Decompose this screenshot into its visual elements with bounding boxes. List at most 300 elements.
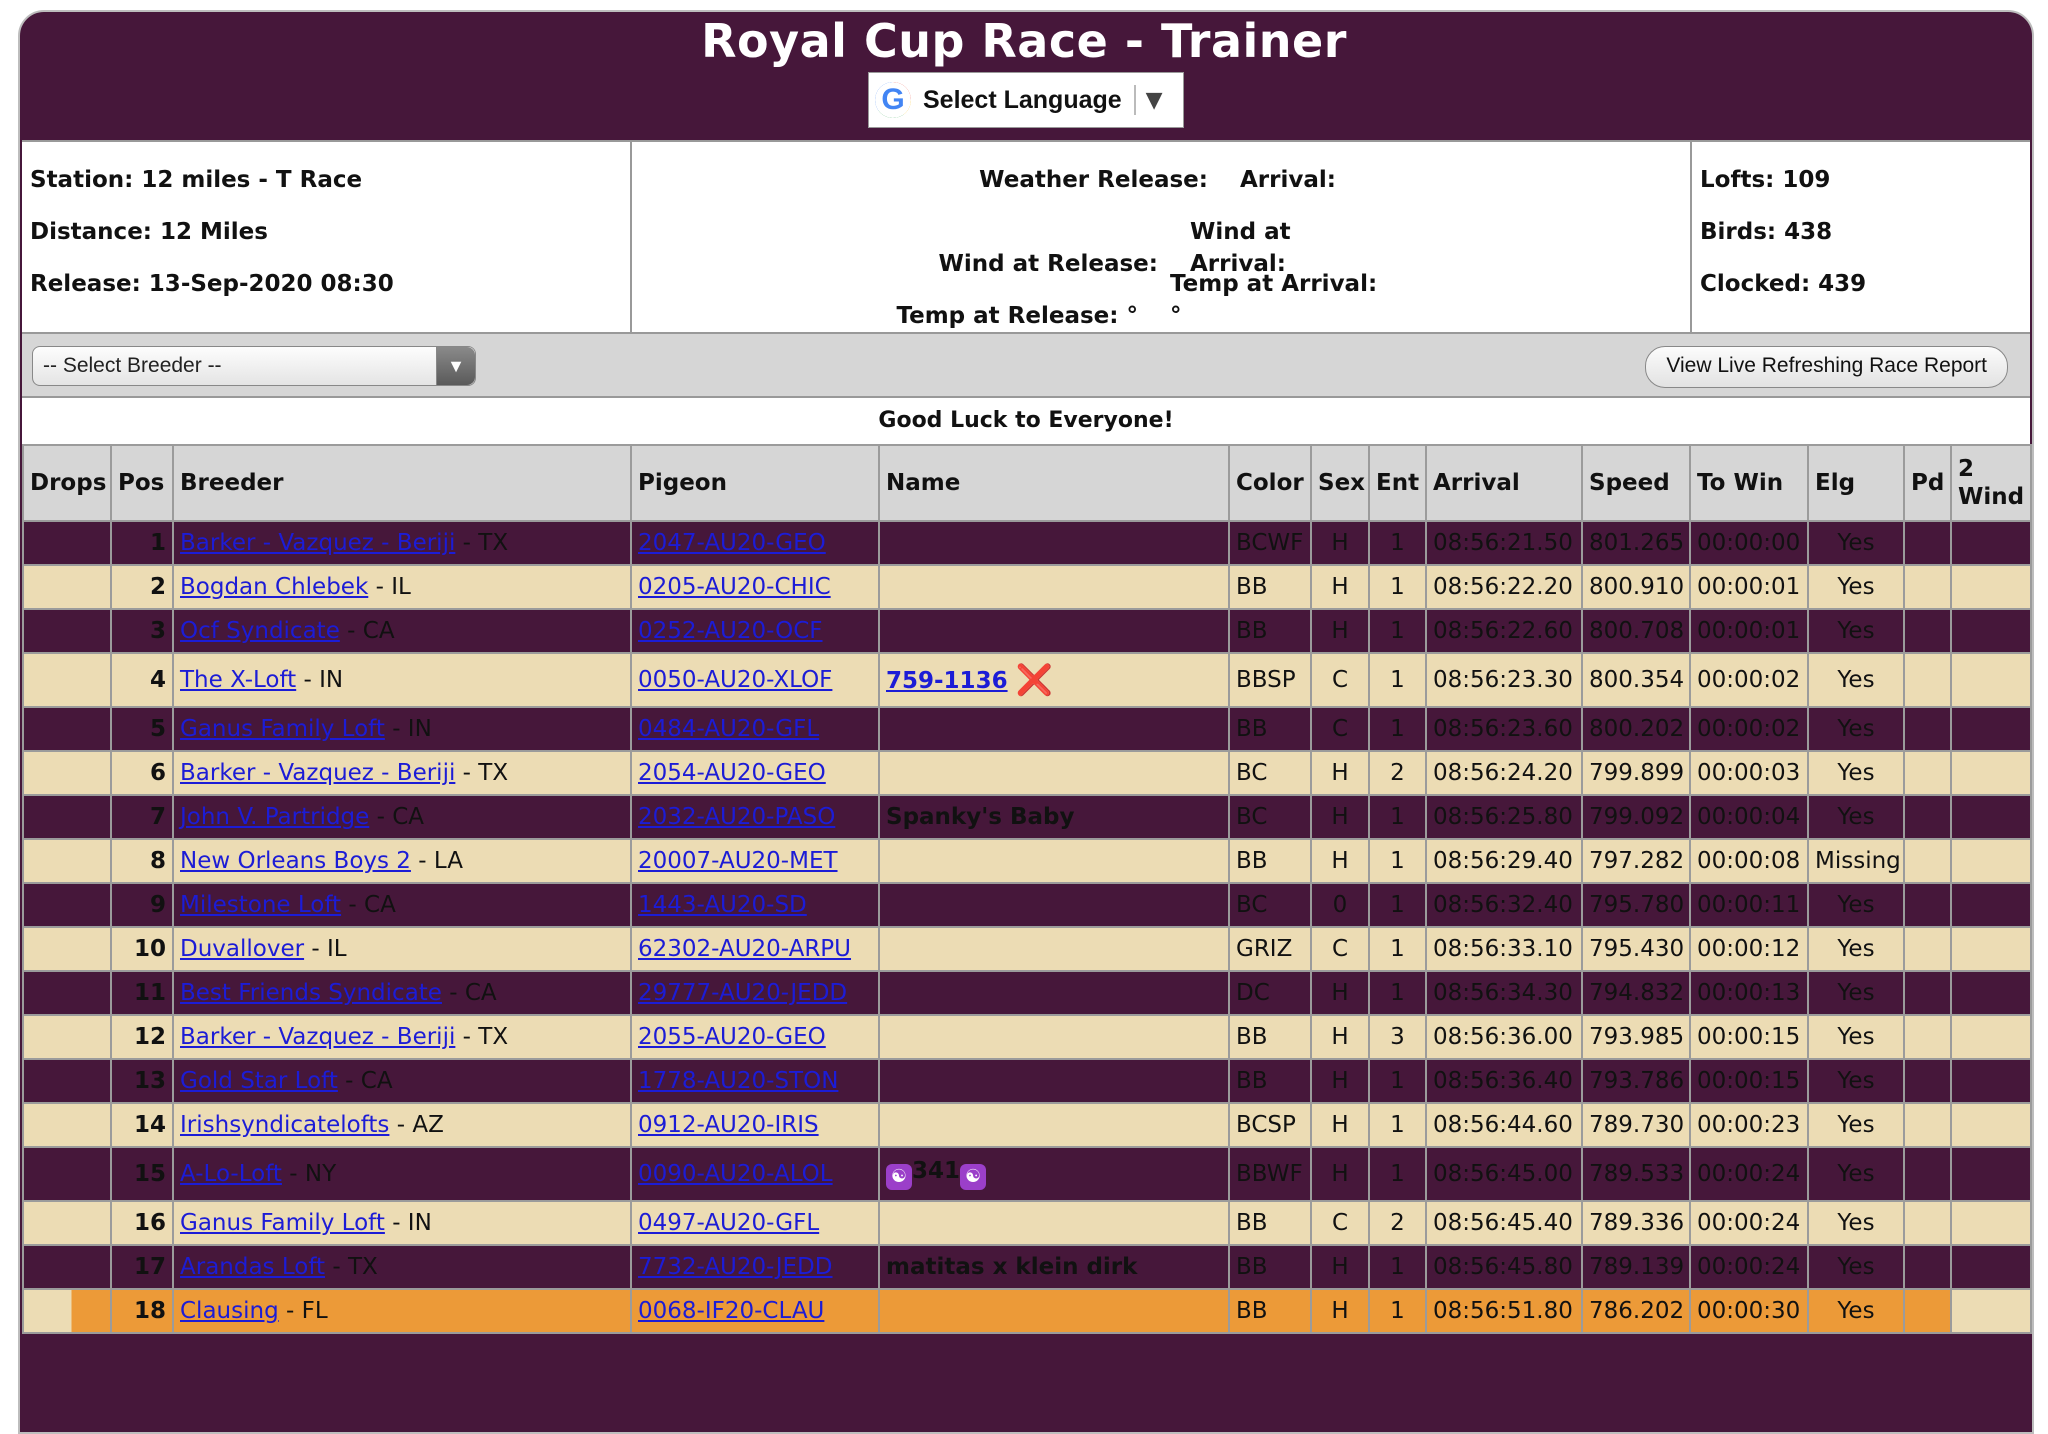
breeder-state: - CA <box>441 980 497 1006</box>
pigeon-link[interactable]: 2047-AU20-GEO <box>638 530 826 556</box>
cell-pigeon <box>631 839 879 883</box>
cell-color: GRIZ <box>1229 927 1311 971</box>
cell-speed: 800.708 <box>1582 609 1690 653</box>
cell-arrival: 08:56:25.80 <box>1426 795 1582 839</box>
cell-pd <box>1904 1289 1951 1333</box>
message-banner: Good Luck to Everyone! <box>22 398 2030 444</box>
cell-sex: H <box>1311 839 1369 883</box>
cell-sex: H <box>1311 521 1369 565</box>
cell-arrival: 08:56:45.80 <box>1426 1245 1582 1289</box>
weather-release-label: Weather Release: <box>979 167 1208 193</box>
cell-breeder <box>173 1245 631 1289</box>
col-2wind <box>1951 445 2031 521</box>
breeder-state: - TX <box>455 760 509 786</box>
breeder-state: - IN <box>384 1210 432 1236</box>
cell-name <box>879 1103 1229 1147</box>
breeder-link[interactable]: Bogdan Chlebek <box>180 574 369 600</box>
cell-elg: Yes <box>1808 927 1904 971</box>
cell-elg: Yes <box>1808 1289 1904 1333</box>
cell-name <box>879 1289 1229 1333</box>
cell-pigeon <box>631 883 879 927</box>
cell-2wind <box>1951 795 2031 839</box>
cell-arrival: 08:56:44.60 <box>1426 1103 1582 1147</box>
cell-pigeon <box>631 927 879 971</box>
cell-2wind <box>1951 1103 2031 1147</box>
cell-breeder <box>173 839 631 883</box>
col-pos: Pos <box>111 445 173 521</box>
pigeon-link[interactable]: 0068-IF20-CLAU <box>638 1298 825 1324</box>
cell-speed: 799.899 <box>1582 751 1690 795</box>
cell-towin: 00:00:13 <box>1690 971 1808 1015</box>
pigeon-name: Spanky's Baby <box>886 804 1075 830</box>
cell-elg: Yes <box>1808 883 1904 927</box>
col-pigeon: Pigeon <box>631 445 879 521</box>
cell-towin: 00:00:12 <box>1690 927 1808 971</box>
cell-color: BCWF <box>1229 521 1311 565</box>
cell-drops <box>23 521 111 565</box>
breeder-link[interactable]: Barker - Vazquez - Beriji <box>180 1024 456 1050</box>
breeder-state: - LA <box>410 848 463 874</box>
cell-pd <box>1904 707 1951 751</box>
cell-ent: 1 <box>1369 521 1426 565</box>
cell-2wind <box>1951 609 2031 653</box>
cell-ent: 3 <box>1369 1015 1426 1059</box>
cell-drops <box>23 707 111 751</box>
cell-drops <box>23 1289 111 1333</box>
pigeon-link[interactable]: 0090-AU20-ALOL <box>638 1161 833 1187</box>
cell-towin: 00:00:23 <box>1690 1103 1808 1147</box>
cell-pigeon <box>631 1289 879 1333</box>
col-drops: Drops <box>23 445 111 521</box>
pigeon-name: 341 <box>912 1158 961 1184</box>
cell-towin: 00:00:02 <box>1690 653 1808 707</box>
cell-breeder <box>173 1059 631 1103</box>
table-row <box>23 795 2031 839</box>
cell-sex: C <box>1311 1201 1369 1245</box>
breeder-link[interactable]: Barker - Vazquez - Beriji <box>180 530 456 556</box>
cell-sex: H <box>1311 971 1369 1015</box>
cell-pd <box>1904 1201 1951 1245</box>
cell-drops <box>23 1103 111 1147</box>
cell-arrival: 08:56:36.40 <box>1426 1059 1582 1103</box>
breeder-state: - IL <box>368 574 411 600</box>
table-row <box>23 971 2031 1015</box>
cell-ent: 1 <box>1369 1147 1426 1201</box>
cell-elg: Yes <box>1808 1245 1904 1289</box>
cell-2wind <box>1951 1245 2031 1289</box>
pigeon-link[interactable]: 1443-AU20-SD <box>638 892 807 918</box>
table-row <box>23 927 2031 971</box>
breeder-select-value: -- Select Breeder -- <box>43 354 222 377</box>
count-details <box>1692 142 2030 332</box>
cell-name <box>879 1201 1229 1245</box>
cell-speed: 794.832 <box>1582 971 1690 1015</box>
cell-pd <box>1904 751 1951 795</box>
live-report-button[interactable]: View Live Refreshing Race Report <box>1645 346 2008 388</box>
cell-towin: 00:00:24 <box>1690 1245 1808 1289</box>
cell-pos: 3 <box>111 609 173 653</box>
breeder-link[interactable]: Ganus Family Loft <box>180 1210 385 1236</box>
cell-sex: C <box>1311 927 1369 971</box>
cell-speed: 795.780 <box>1582 883 1690 927</box>
cell-name <box>879 565 1229 609</box>
google-icon <box>875 82 911 118</box>
pigeon-link[interactable]: 7732-AU20-JEDD <box>638 1254 833 1280</box>
cell-breeder <box>173 1147 631 1201</box>
chevron-down-icon[interactable]: ▼ <box>1145 87 1163 113</box>
cell-ent: 1 <box>1369 653 1426 707</box>
breeder-select[interactable] <box>32 346 476 386</box>
temp-line <box>640 268 1390 329</box>
chevron-down-icon[interactable]: ▼ <box>436 347 475 385</box>
cell-elg: Yes <box>1808 609 1904 653</box>
race-info-panel <box>22 140 2030 334</box>
breeder-state: - AZ <box>389 1112 444 1138</box>
cell-name <box>879 521 1229 565</box>
cell-speed: 789.336 <box>1582 1201 1690 1245</box>
cell-pd <box>1904 883 1951 927</box>
pigeon-link[interactable]: 0484-AU20-GFL <box>638 716 820 742</box>
breeder-state: - TX <box>455 1024 509 1050</box>
table-row <box>23 751 2031 795</box>
cell-elg: Yes <box>1808 971 1904 1015</box>
cell-ent: 1 <box>1369 1059 1426 1103</box>
cell-drops <box>23 1201 111 1245</box>
cell-towin: 00:00:08 <box>1690 839 1808 883</box>
cell-2wind <box>1951 1289 2031 1333</box>
cell-towin: 00:00:15 <box>1690 1015 1808 1059</box>
pigeon-link[interactable]: 1778-AU20-STON <box>638 1068 839 1094</box>
cell-towin: 00:00:01 <box>1690 565 1808 609</box>
cell-sex: H <box>1311 609 1369 653</box>
cell-ent: 1 <box>1369 971 1426 1015</box>
col-arrival: Arrival <box>1426 445 1582 521</box>
breeder-state: - CA <box>337 1068 393 1094</box>
breeder-link[interactable]: New Orleans Boys 2 <box>180 848 411 874</box>
temp-release-label: Temp at Release: ° <box>896 303 1138 329</box>
cell-arrival: 08:56:23.30 <box>1426 653 1582 707</box>
cell-pd <box>1904 1059 1951 1103</box>
breeder-link[interactable]: Best Friends Syndicate <box>180 980 442 1006</box>
cell-2wind <box>1951 883 2031 927</box>
cell-color: BBWF <box>1229 1147 1311 1201</box>
pigeon-link[interactable]: 2032-AU20-PASO <box>638 804 836 830</box>
cell-sex: H <box>1311 1059 1369 1103</box>
cell-arrival: 08:56:22.60 <box>1426 609 1582 653</box>
cell-towin: 00:00:03 <box>1690 751 1808 795</box>
cell-arrival: 08:56:45.00 <box>1426 1147 1582 1201</box>
cell-pos: 11 <box>111 971 173 1015</box>
breeder-link[interactable]: Arandas Loft <box>180 1254 326 1280</box>
table-row <box>23 883 2031 927</box>
cell-ent: 1 <box>1369 609 1426 653</box>
pigeon-link[interactable]: 2054-AU20-GEO <box>638 760 826 786</box>
cell-pigeon <box>631 521 879 565</box>
cell-name <box>879 609 1229 653</box>
breeder-link[interactable]: Gold Star Loft <box>180 1068 338 1094</box>
breeder-link[interactable]: Ocf Syndicate <box>180 618 340 644</box>
table-row <box>23 1015 2031 1059</box>
cell-pd <box>1904 1103 1951 1147</box>
cell-color: BB <box>1229 839 1311 883</box>
cell-color: BB <box>1229 1059 1311 1103</box>
cell-pos: 17 <box>111 1245 173 1289</box>
results-table <box>22 444 2032 1334</box>
station-text: Station: 12 miles - T Race <box>30 167 363 193</box>
cell-color: BB <box>1229 1201 1311 1245</box>
breeder-state: - TX <box>455 530 509 556</box>
table-row <box>23 1201 2031 1245</box>
pigeon-name-link[interactable]: 759-1136 <box>886 667 1008 694</box>
cell-name <box>879 653 1229 707</box>
pigeon-link[interactable]: 0252-AU20-OCF <box>638 618 823 644</box>
breeder-link[interactable]: John V. Partridge <box>180 804 370 830</box>
cell-breeder <box>173 795 631 839</box>
cell-sex: H <box>1311 1245 1369 1289</box>
cell-color: BB <box>1229 1015 1311 1059</box>
cell-drops <box>23 1015 111 1059</box>
cell-name <box>879 839 1229 883</box>
cell-color: DC <box>1229 971 1311 1015</box>
cell-sex: 0 <box>1311 883 1369 927</box>
cell-pos: 15 <box>111 1147 173 1201</box>
cell-2wind <box>1951 927 2031 971</box>
breeder-link[interactable]: The X-Loft <box>180 667 297 693</box>
cell-breeder <box>173 609 631 653</box>
breeder-link[interactable]: Milestone Loft <box>180 892 342 918</box>
cell-breeder <box>173 521 631 565</box>
cell-elg: Yes <box>1808 1147 1904 1201</box>
cell-pigeon <box>631 1059 879 1103</box>
cell-color: BB <box>1229 609 1311 653</box>
cell-elg: Yes <box>1808 707 1904 751</box>
cell-2wind <box>1951 839 2031 883</box>
release-text: Release: 13-Sep-2020 08:30 <box>30 271 394 297</box>
cell-2wind <box>1951 751 2031 795</box>
weather-details <box>632 142 1692 332</box>
breeder-link[interactable]: Duvallover <box>180 936 305 962</box>
cell-drops <box>23 751 111 795</box>
cell-pigeon <box>631 795 879 839</box>
cell-towin: 00:00:15 <box>1690 1059 1808 1103</box>
cell-arrival: 08:56:45.40 <box>1426 1201 1582 1245</box>
cell-sex: C <box>1311 653 1369 707</box>
cell-name <box>879 883 1229 927</box>
cell-color: BB <box>1229 1289 1311 1333</box>
cell-2wind <box>1951 1201 2031 1245</box>
toolbar <box>22 334 2030 398</box>
pigeon-link[interactable]: 0050-AU20-XLOF <box>638 667 833 693</box>
pigeon-link[interactable]: 62302-AU20-ARPU <box>638 936 852 962</box>
cell-pd <box>1904 653 1951 707</box>
cell-towin: 00:00:11 <box>1690 883 1808 927</box>
table-header-row <box>23 445 2031 521</box>
cell-speed: 793.985 <box>1582 1015 1690 1059</box>
pigeon-link[interactable]: 0205-AU20-CHIC <box>638 574 831 600</box>
cell-towin: 00:00:02 <box>1690 707 1808 751</box>
cell-sex: H <box>1311 1147 1369 1201</box>
cell-2wind <box>1951 521 2031 565</box>
cell-pos: 9 <box>111 883 173 927</box>
pigeon-link[interactable]: 29777-AU20-JEDD <box>638 980 848 1006</box>
pigeon-link[interactable]: 0912-AU20-IRIS <box>638 1112 819 1138</box>
cell-breeder <box>173 971 631 1015</box>
language-selector[interactable] <box>868 72 1184 128</box>
cell-speed: 800.354 <box>1582 653 1690 707</box>
col-color: Color <box>1229 445 1311 521</box>
cell-drops <box>23 653 111 707</box>
pigeon-link[interactable]: 2055-AU20-GEO <box>638 1024 826 1050</box>
cell-pd <box>1904 565 1951 609</box>
cell-color: BBSP <box>1229 653 1311 707</box>
cell-pd <box>1904 1147 1951 1201</box>
cell-name <box>879 1147 1229 1201</box>
cell-drops <box>23 839 111 883</box>
cell-ent: 2 <box>1369 751 1426 795</box>
language-label: Select Language <box>923 85 1122 114</box>
breeder-state: - CA <box>369 804 425 830</box>
cell-2wind <box>1951 971 2031 1015</box>
cell-drops <box>23 1245 111 1289</box>
cell-breeder <box>173 1015 631 1059</box>
cell-towin: 00:00:00 <box>1690 521 1808 565</box>
cell-elg: Yes <box>1808 565 1904 609</box>
cell-speed: 786.202 <box>1582 1289 1690 1333</box>
cell-pos: 14 <box>111 1103 173 1147</box>
col-breeder: Breeder <box>173 445 631 521</box>
cell-name <box>879 927 1229 971</box>
breeder-state: - NY <box>281 1161 337 1187</box>
race-details <box>22 142 632 332</box>
table-row <box>23 707 2031 751</box>
birds-text: Birds: 438 <box>1700 219 1833 245</box>
cell-ent: 1 <box>1369 927 1426 971</box>
cell-pigeon <box>631 1147 879 1201</box>
col-name: Name <box>879 445 1229 521</box>
cell-breeder <box>173 653 631 707</box>
cell-drops <box>23 883 111 927</box>
cell-arrival: 08:56:36.00 <box>1426 1015 1582 1059</box>
cell-2wind <box>1951 653 2031 707</box>
cell-pos: 13 <box>111 1059 173 1103</box>
cell-color: BC <box>1229 883 1311 927</box>
cell-pd <box>1904 609 1951 653</box>
cell-towin: 00:00:01 <box>1690 609 1808 653</box>
cell-pigeon <box>631 609 879 653</box>
pigeon-name: matitas x klein dirk <box>886 1254 1138 1280</box>
cell-2wind <box>1951 707 2031 751</box>
cell-2wind <box>1951 1059 2031 1103</box>
cell-pigeon <box>631 751 879 795</box>
cell-elg: Yes <box>1808 795 1904 839</box>
cell-speed: 801.265 <box>1582 521 1690 565</box>
distance-text: Distance: 12 Miles <box>30 219 268 245</box>
cell-arrival: 08:56:24.20 <box>1426 751 1582 795</box>
cell-pigeon <box>631 1201 879 1245</box>
page-title: Royal Cup Race - Trainer <box>701 14 1347 68</box>
cell-towin: 00:00:24 <box>1690 1147 1808 1201</box>
cell-pos: 10 <box>111 927 173 971</box>
cell-pd <box>1904 795 1951 839</box>
breeder-link[interactable]: Clausing <box>180 1298 279 1324</box>
cell-towin: 00:00:30 <box>1690 1289 1808 1333</box>
table-row <box>23 1289 2031 1333</box>
cell-pigeon <box>631 1245 879 1289</box>
cell-arrival: 08:56:23.60 <box>1426 707 1582 751</box>
cell-elg: Missing <box>1808 839 1904 883</box>
col-ent: Ent <box>1369 445 1426 521</box>
cell-arrival: 08:56:21.50 <box>1426 521 1582 565</box>
cell-pos: 18 <box>111 1289 173 1333</box>
cell-color: BB <box>1229 565 1311 609</box>
cell-sex: H <box>1311 795 1369 839</box>
col-pd: Pd <box>1904 445 1951 521</box>
cell-breeder <box>173 927 631 971</box>
cell-speed: 800.910 <box>1582 565 1690 609</box>
cell-speed: 797.282 <box>1582 839 1690 883</box>
col-elg: Elg <box>1808 445 1904 521</box>
cell-breeder <box>173 1103 631 1147</box>
table-row <box>23 1245 2031 1289</box>
cell-pigeon <box>631 1015 879 1059</box>
yin-yang-icon: ☯ <box>886 1164 912 1190</box>
cell-sex: H <box>1311 1103 1369 1147</box>
cell-color: BC <box>1229 795 1311 839</box>
cell-speed: 795.430 <box>1582 927 1690 971</box>
cell-pigeon <box>631 1103 879 1147</box>
cell-towin: 00:00:24 <box>1690 1201 1808 1245</box>
breeder-link[interactable]: A-Lo-Loft <box>180 1161 282 1187</box>
col-speed: Speed <box>1582 445 1690 521</box>
cell-pos: 7 <box>111 795 173 839</box>
pigeon-link[interactable]: 0497-AU20-GFL <box>638 1210 820 1236</box>
cell-color: BB <box>1229 707 1311 751</box>
cell-pos: 2 <box>111 565 173 609</box>
col-towin: To Win <box>1690 445 1808 521</box>
cell-elg: Yes <box>1808 1201 1904 1245</box>
breeder-state: - CA <box>339 618 395 644</box>
cell-drops <box>23 971 111 1015</box>
breeder-state: - IN <box>384 716 432 742</box>
cell-color: BB <box>1229 1245 1311 1289</box>
cell-breeder <box>173 1201 631 1245</box>
cell-breeder <box>173 565 631 609</box>
cell-name <box>879 795 1229 839</box>
breeder-link[interactable]: Barker - Vazquez - Beriji <box>180 760 456 786</box>
cell-arrival: 08:56:33.10 <box>1426 927 1582 971</box>
breeder-link[interactable]: Ganus Family Loft <box>180 716 385 742</box>
cell-speed: 789.139 <box>1582 1245 1690 1289</box>
breeder-link[interactable]: Irishsyndicatelofts <box>180 1112 390 1138</box>
yin-yang-icon: ☯ <box>960 1164 986 1190</box>
cell-name <box>879 971 1229 1015</box>
cell-drops <box>23 927 111 971</box>
cell-breeder <box>173 751 631 795</box>
cell-pos: 12 <box>111 1015 173 1059</box>
cell-breeder <box>173 707 631 751</box>
cell-pos: 6 <box>111 751 173 795</box>
cell-2wind <box>1951 565 2031 609</box>
breeder-state: - TX <box>325 1254 378 1280</box>
cell-sex: H <box>1311 1015 1369 1059</box>
cell-elg: Yes <box>1808 1103 1904 1147</box>
table-row <box>23 1103 2031 1147</box>
cell-pigeon <box>631 971 879 1015</box>
cell-sex: C <box>1311 707 1369 751</box>
pigeon-link[interactable]: 20007-AU20-MET <box>638 848 838 874</box>
cell-drops <box>23 1147 111 1201</box>
cell-pigeon <box>631 565 879 609</box>
